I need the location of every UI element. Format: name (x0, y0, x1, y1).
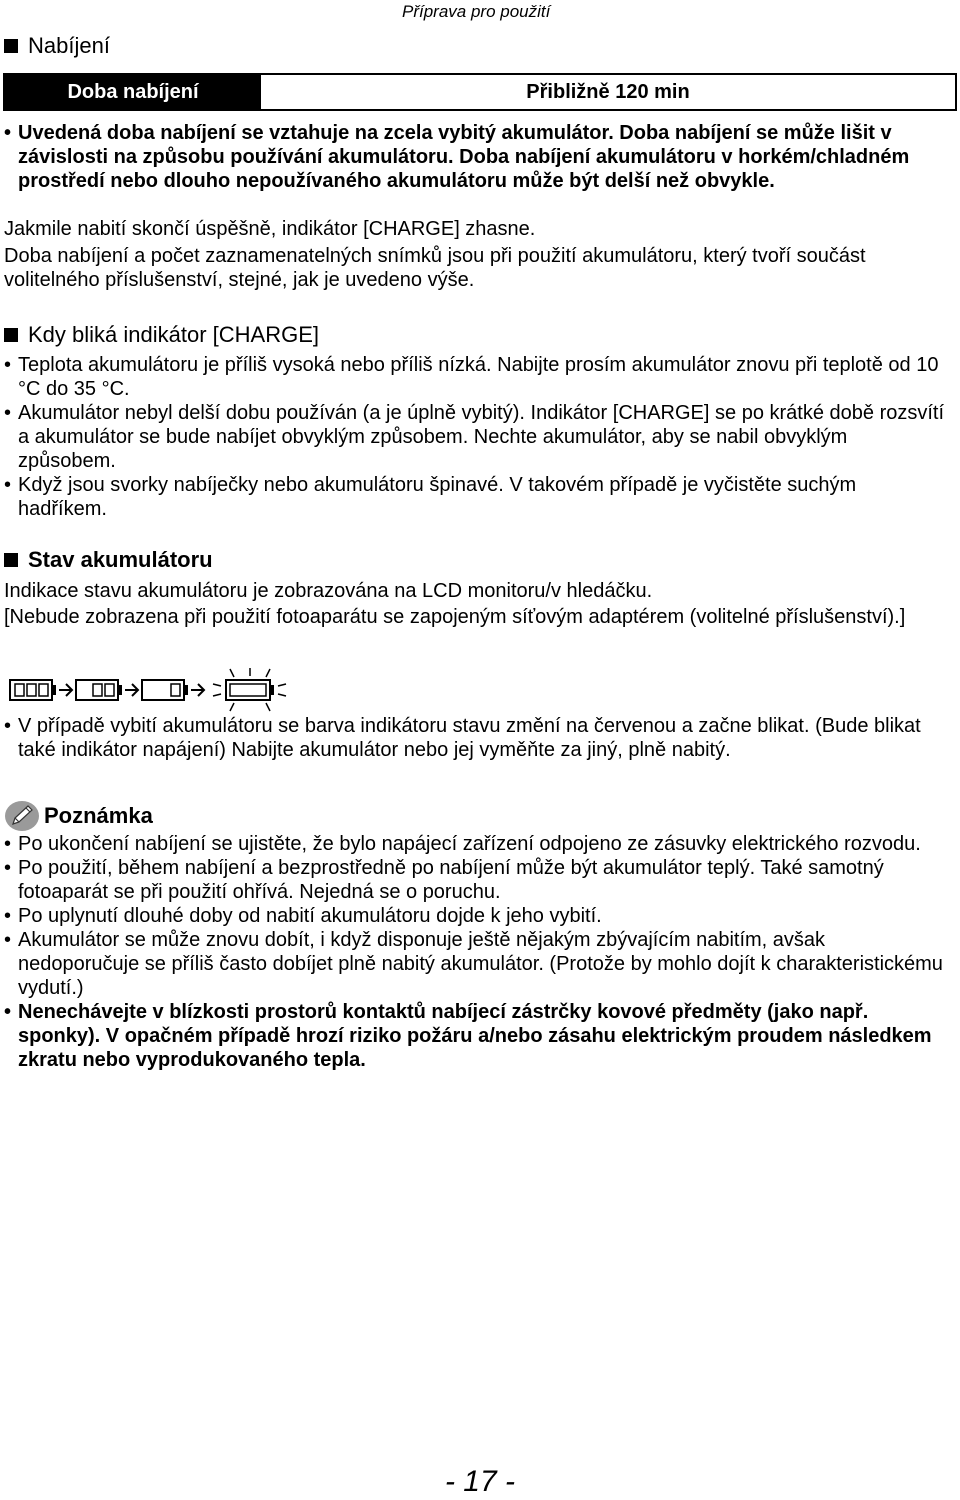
list-item: • Akumulátor se může znovu dobít, i když disponuje ještě nějakým zbývajícím nabitím, avšak nedoporučuje se příliš často dobíjet plně nabitý akumulátor. (Protože by mohlo dojít k charakteristickému vydutí.) (4, 928, 948, 1000)
list-item: • Po uplynutí dlouhé doby od nabití akumulátoru dojde k jeho vybití. (4, 904, 948, 928)
list-item: • Teplota akumulátoru je příliš vysoká nebo příliš nízká. Nabijte prosím akumulátor znovu při teplotě od 10 °C do 35 °C. (4, 353, 948, 401)
battery-status-note: [Nebude zobrazena při použití fotoaparátu se zapojeným síťovým adaptérem (volitelné příslušenství).] (4, 606, 906, 628)
warning-item: • Nenechávejte v blízkosti prostorů kontaktů nabíjecí zástrčky kovové předměty (jako např. sponky). V opačném případě hrozí riziko požáru a/nebo zásahu elektrickým proudem následkem zkratu nebo vyprodukovaného tepla. (4, 1000, 948, 1072)
heading-nabijeni (4, 33, 110, 59)
note-title: Poznámka (44, 803, 153, 828)
battery-two-bars-icon (76, 680, 122, 700)
heading-text: Stav akumulátoru (28, 547, 213, 572)
battery-indicator-sequence (8, 668, 298, 717)
list-item: • V případě vybití akumulátoru se barva indikátoru stavu změní na červenou a začne blikat. (Bude blikat také indikátor napájení) Nabijte akumulátor nebo jej vyměňte za jiný, plně nabitý. (4, 714, 948, 762)
square-bullet-icon (4, 39, 18, 53)
charge-time-table (3, 73, 957, 111)
battery-depleted-list (4, 714, 948, 762)
list-item: • Akumulátor nebyl delší dobu používán (a je úplně vybitý). Indikátor [CHARGE] se po krátké době rozsvítí a akumulátor se bude nabíjet obvyklým způsobem. Nechte akumulátor, aby se nabil obvyklým způsobem. (4, 401, 948, 473)
heading-text: Kdy bliká indikátor [CHARGE] (28, 322, 319, 347)
arrow-right-icon (191, 684, 204, 696)
list-item: • Po použití, během nabíjení a bezprostředně po nabíjení může být akumulátor teplý. Také samotný fotoaparát se při použití ohřívá. Nejedná se o poruchu. (4, 856, 948, 904)
list-item: • Po ukončení nabíjení se ujistěte, že bylo napájecí zařízení odpojeno ze zásuvky elektrického rozvodu. (4, 832, 948, 856)
charge-complete-text: Jakmile nabití skončí úspěšně, indikátor [CHARGE] zhasne. (4, 218, 536, 240)
square-bullet-icon (4, 328, 18, 342)
battery-one-bar-icon (142, 680, 188, 700)
charge-time-value: Přibližně 120 min (526, 80, 690, 103)
square-bullet-icon (4, 553, 18, 567)
heading-stav (4, 547, 213, 573)
heading-kdy-blika (4, 322, 319, 348)
charge-optional-battery-text: Doba nabíjení a počet zaznamenatelných snímků jsou při použití akumulátoru, který tvoří součást volitelného příslušenství, stejné, jak je uvedeno výše. (4, 245, 866, 291)
section-header: Příprava pro použití (402, 2, 551, 21)
list-item: • Když jsou svorky nabíječky nebo akumulátoru špinavé. V takovém případě je vyčistěte suchým hadříkem. (4, 473, 948, 521)
arrow-right-icon (125, 684, 138, 696)
heading-text: Nabíjení (28, 33, 110, 58)
charging-note-list (4, 121, 948, 193)
blinking-causes-list (4, 353, 948, 521)
battery-status-text: Indikace stavu akumulátoru je zobrazována na LCD monitoru/v hledáčku. (4, 580, 653, 602)
page-number: - 17 - (444, 1465, 516, 1498)
note-list (4, 832, 948, 1072)
arrow-right-icon (59, 684, 72, 696)
list-item: • Uvedená doba nabíjení se vztahuje na zcela vybitý akumulátor. Doba nabíjení se může lišit v závislosti na způsobu používání akumulátoru. Doba nabíjení akumulátoru v horkém/chladném prostředí nebo dlouho nepoužívaného akumulátoru může být delší než obvykle. (4, 121, 948, 193)
battery-full-icon (10, 680, 56, 700)
battery-empty-blinking-icon (213, 668, 286, 711)
charge-time-label: Doba nabíjení (4, 74, 261, 110)
